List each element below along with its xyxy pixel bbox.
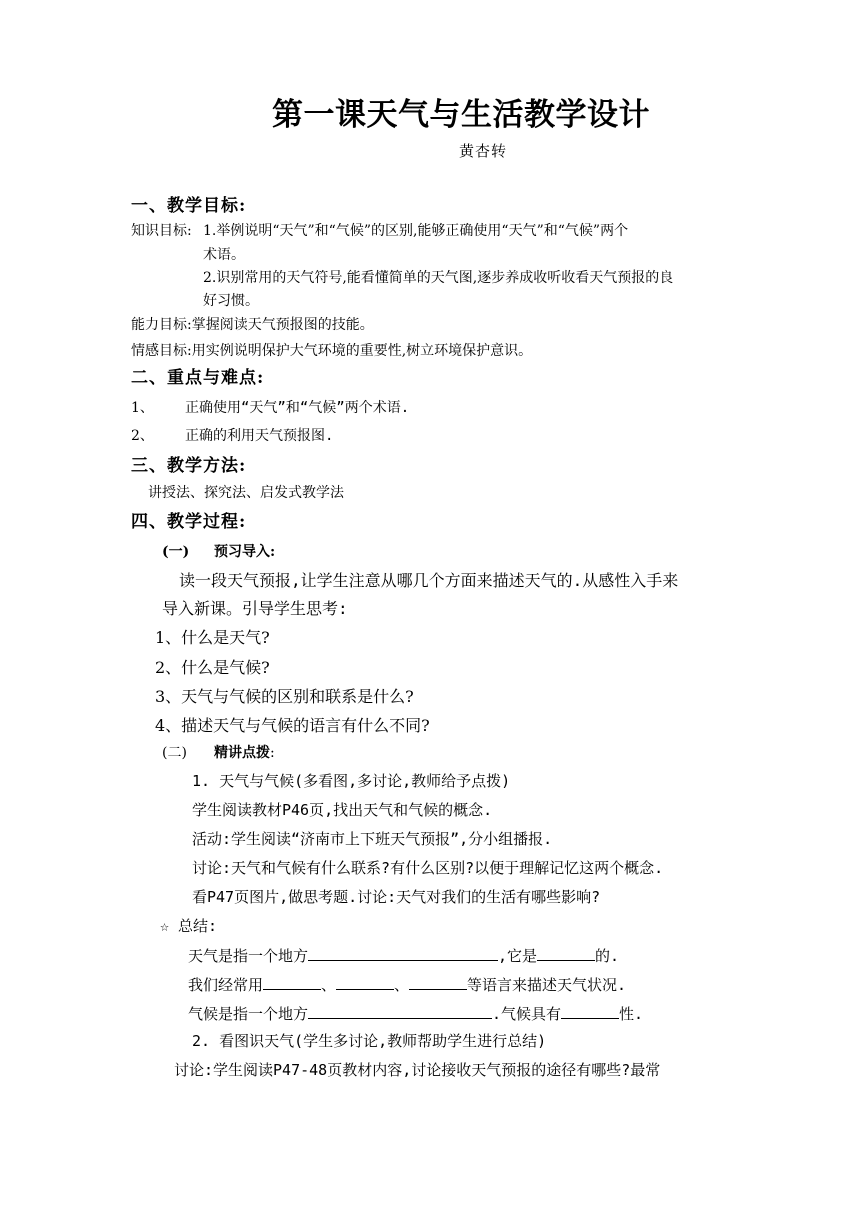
key-point-2-number: 2、 xyxy=(131,428,154,444)
document-title: 第一课天气与生活教学设计 xyxy=(272,97,650,133)
fill-1-text-b: ,它是 xyxy=(498,946,538,965)
section-heading-process: 四、教学过程: xyxy=(131,512,247,532)
teaching-methods: 讲授法、探究法、启发式教学法 xyxy=(148,485,344,501)
subsection-2-title xyxy=(214,746,275,760)
question-2: 2、什么是气候? xyxy=(155,658,270,677)
ability-objective: 能力目标:掌握阅读天气预报图的技能。 xyxy=(131,317,374,333)
broadcast-activity: 活动:学生阅读“济南市上下班天气预报”,分小组播报. xyxy=(192,830,553,848)
question-4: 4、描述天气与气候的语言有什么不同? xyxy=(155,716,430,735)
intro-paragraph-line-2: 导入新课。引导学生思考: xyxy=(162,599,348,618)
fill-blank-2[interactable] xyxy=(537,947,595,961)
subsection-2-title-text: 精讲点拨 xyxy=(214,745,270,761)
summary-label: ☆ 总结: xyxy=(160,917,218,935)
question-1: 1、什么是天气? xyxy=(155,628,270,647)
subsection-1-title: 预习导入: xyxy=(214,544,276,560)
emotion-objective: 情感目标:用实例说明保护大气环境的重要性,树立环境保护意识。 xyxy=(131,343,533,359)
subsection-1-number: (一) xyxy=(162,544,190,560)
item-1-weather-and-climate: 1. 天气与气候(多看图,多讨论,教师给予点拨) xyxy=(192,772,511,790)
fill-blank-3[interactable] xyxy=(263,976,321,990)
knowledge-item-2-line-1: 2.识别常用的天气符号,能看懂简单的天气图,逐步养成收听收看天气预报的良 xyxy=(203,270,674,286)
key-point-2-text: 正确的利用天气预报图. xyxy=(185,428,334,444)
fill-2-text-a: 我们经常用 xyxy=(188,975,264,994)
item-2-read-weather-map: 2. 看图识天气(学生多讨论,教师帮助学生进行总结) xyxy=(192,1032,547,1050)
author-name: 黄杏转 xyxy=(459,142,508,160)
reading-activity: 学生阅读教材P46页,找出天气和气候的概念. xyxy=(192,801,493,819)
fill-3-text-b: .气候具有 xyxy=(492,1004,562,1023)
section-heading-objectives: 一、教学目标: xyxy=(131,196,247,216)
knowledge-label: 知识目标: xyxy=(131,223,192,239)
section-heading-methods: 三、教学方法: xyxy=(131,456,247,476)
fill-2-sep-1: 、 xyxy=(321,975,337,994)
fill-2-sep-2: 、 xyxy=(394,975,410,994)
fill-1-text-a: 天气是指一个地方 xyxy=(188,946,309,965)
fill-3-text-c: 性. xyxy=(619,1004,644,1023)
subsection-2-number: (二) xyxy=(162,745,187,761)
fill-3-text-a: 气候是指一个地方 xyxy=(188,1004,309,1023)
fill-blank-1[interactable] xyxy=(308,947,498,961)
discussion-forecast-channels: 讨论:学生阅读P47-48页教材内容,讨论接收天气预报的途径有哪些?最常 xyxy=(174,1061,661,1079)
fill-blank-6[interactable] xyxy=(308,1005,492,1019)
fill-in-weather-language xyxy=(188,976,626,993)
section-heading-key-points: 二、重点与难点: xyxy=(131,368,265,388)
key-point-1-number: 1、 xyxy=(131,400,154,416)
knowledge-item-1-line-2: 术语。 xyxy=(203,247,245,263)
fill-in-climate-definition xyxy=(188,1005,643,1022)
fill-blank-5[interactable] xyxy=(409,976,467,990)
knowledge-item-1-line-1: 1.举例说明“天气”和“气候”的区别,能够正确使用“天气”和“气候”两个 xyxy=(203,223,629,239)
discussion-relation: 讨论:天气和气候有什么联系?有什么区别?以便于理解记忆这两个概念. xyxy=(192,859,664,877)
knowledge-item-2-line-2: 好习惯。 xyxy=(203,293,259,309)
key-point-1-text: 正确使用“天气”和“气候”两个术语. xyxy=(185,400,410,416)
intro-paragraph-line-1: 读一段天气预报,让学生注意从哪几个方面来描述天气的.从感性入手来 xyxy=(179,571,679,590)
fill-blank-4[interactable] xyxy=(336,976,394,990)
question-3: 3、天气与气候的区别和联系是什么? xyxy=(155,687,414,706)
fill-2-text-b: 等语言来描述天气状况. xyxy=(467,975,627,994)
fill-in-weather-definition xyxy=(188,947,619,964)
fill-1-text-c: 的. xyxy=(595,946,620,965)
fill-blank-7[interactable] xyxy=(561,1005,619,1019)
discussion-impact: 看P47页图片,做思考题.讨论:天气对我们的生活有哪些影响? xyxy=(192,888,601,906)
subsection-2-colon: : xyxy=(270,745,275,761)
